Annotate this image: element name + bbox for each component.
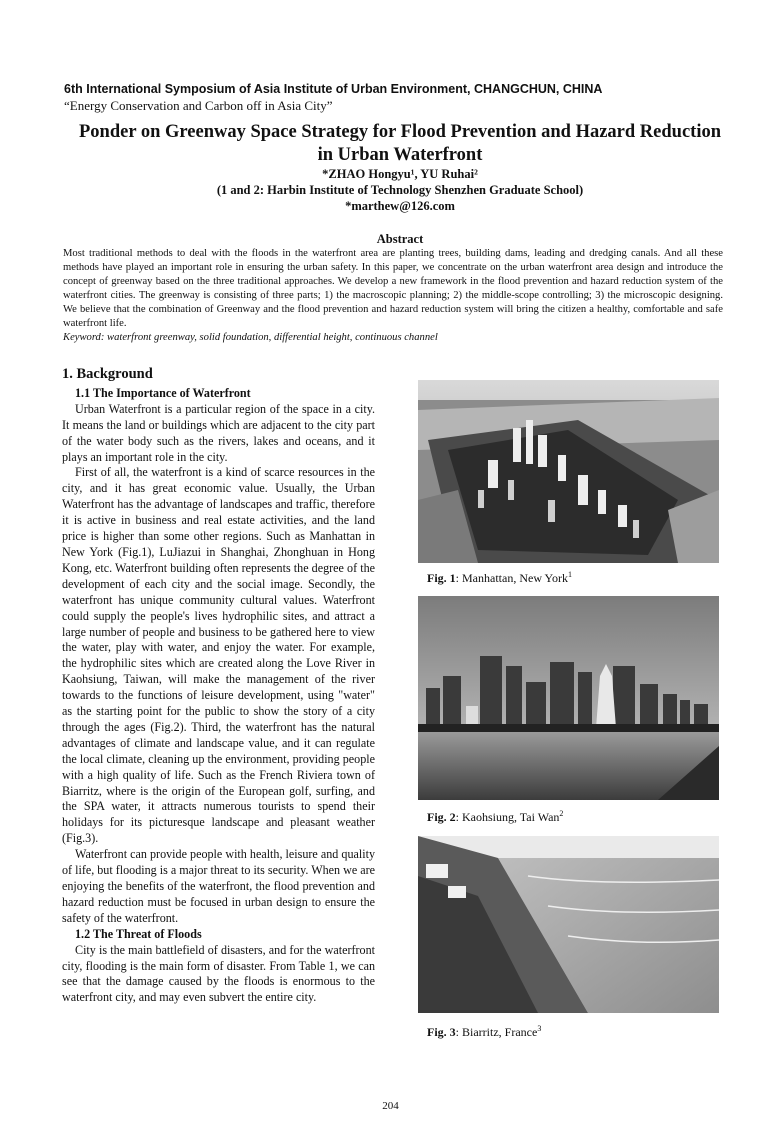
figure-reference: 2	[559, 809, 564, 818]
subsection-heading: 1.1 The Importance of Waterfront	[75, 385, 251, 400]
title-line-1: Ponder on Greenway Space Strategy for Flood Prevention and Hazard Reduction	[79, 122, 721, 142]
conference-header: 6th International Symposium of Asia Institute of Urban Environment, CHANGCHUN, CHINA	[64, 82, 603, 96]
subsection-heading: 1.2 The Threat of Floods	[75, 926, 202, 941]
paragraph: First of all, the waterfront is a kind of scarce resources in the city, and it has great economic value. Usually, the Urban Waterfront has the advantage of landscapes and traffic, therefore it is active in business and real estate activities, and the land price is higher than some other regions. Such as Manhattan in New York (Fig.1), LuJiazui in Shanghai, Zhonghuan in Hong Kong, etc. Waterfront building often represents the degree of the development of each city and the social image. Secondly, the waterfront has unique community cultural values. Waterfront could supply the people's lives hydrophilic sites, and attract a large number of people and business to be gathered here to view the water, play with water, and enjoy the water. For example, the hydrophilic sites which are created along the Love River in Kaohsiung, Taiwan, will make the management of the river towards to the functions of leisure development, using "water" as the starting point for the public to show the story of a city through the ages (Fig.2). Third, the waterfront has the natural advantages of climate and landscape value, and it can regulate the local climate, cleaning up the environment, providing people with a high quality of life. Such as the French Riviera town of Biarritz, where is the origin of the European golf, surfing, and the SPA water, it attracts numerous tourists to spend their holidays for its picturesque landscape and pleasant weather (Fig.3).	[62, 465, 375, 846]
title-line-2: in Urban Waterfront	[317, 145, 483, 165]
figure-1-caption	[427, 570, 572, 586]
paragraph: Urban Waterfront is a particular region of the space in a city. It means the land or buildings which are adjacent to the city part of the water body such as the rivers, lakes and oceans, and it plays an important role in the city.	[62, 401, 375, 464]
figure-caption-text: : Kaohsiung, Tai Wan	[455, 810, 560, 824]
paragraph: City is the main battlefield of disasters, and for the waterfront city, flooding is the main form of disaster. From Table 1, we can see that the damage caused by the floods is enormous to the waterfront city, and may even subvert the entire city.	[62, 942, 375, 1005]
figure-reference: 3	[537, 1024, 542, 1033]
figure-3-caption	[427, 1024, 541, 1040]
figure-caption-text: : Manhattan, New York	[455, 571, 568, 585]
paragraph: Waterfront can provide people with health, leisure and quality of life, but flooding is a major threat to its security. When we are enjoying the benefits of the waterfront, the flood prevention and hazard reduction must be focused in urban design to ensure the safety of the waterfront.	[62, 847, 376, 925]
section-heading: 1. Background	[62, 366, 153, 382]
figure-label: Fig. 3	[427, 1025, 456, 1039]
figure-label: Fig. 2	[427, 810, 456, 824]
authors: *ZHAO Hongyu¹, YU Ruhai²	[322, 167, 478, 181]
email: *marthew@126.com	[345, 199, 455, 213]
figure-label: Fig. 1	[427, 571, 456, 585]
figure-1-photo	[418, 380, 719, 563]
figure-3-photo	[418, 836, 719, 1013]
conference-slogan: “Energy Conservation and Carbon off in Asia City”	[64, 98, 333, 113]
abstract-heading: Abstract	[376, 232, 424, 246]
paper-title	[60, 121, 740, 167]
abstract-text: Most traditional methods to deal with the floods in the waterfront area are planting trees, building dams, leading and dredging canals. And all these methods have played an important role in ensuring the urban safety. In this paper, we concentrate on the urban waterfront area design and introduce the concept of greenway based on the three traditional approaches. We develop a new framework in the flood prevention and hazard reduction system of the waterfront cities. The greenway is consisting of three parts; 1) the macroscopic planning; 2) the middle-scope controlling; 3) the microscopic designing. We believe that the combination of Greenway and the flood prevention and hazard reduction system will bring the citizen a healthy, comfortable and safe waterfront life.	[63, 248, 723, 329]
author-block	[60, 166, 740, 214]
figure-2-caption	[427, 809, 563, 825]
abstract-body	[63, 247, 723, 345]
keywords: Keyword: waterfront greenway, solid foundation, differential height, continuous channel	[63, 332, 438, 343]
page-number: 204	[382, 1100, 399, 1112]
figure-caption-text: : Biarritz, France	[455, 1025, 538, 1039]
affiliation: (1 and 2: Harbin Institute of Technology Shenzhen Graduate School)	[216, 183, 584, 197]
figure-2-photo	[418, 596, 719, 800]
left-column	[62, 367, 375, 1006]
figure-reference: 1	[568, 570, 572, 579]
